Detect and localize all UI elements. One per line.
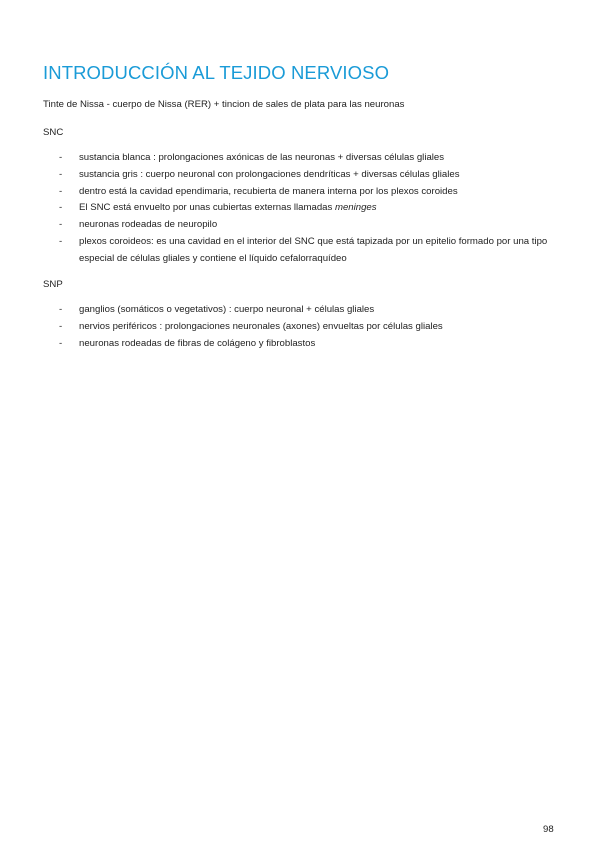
list-item-text: El SNC está envuelto por unas cubiertas externas llamadas [79,202,335,214]
bullet-dash: - [59,152,63,163]
bullet-dash: - [59,337,63,349]
list-item-text: plexos coroideos: es una cavidad en el interior del SNC que está tapizada por un epitelio formado por una tipo especial de células gliales y contiene el líquido cefalorraquídeo [79,235,548,264]
bullet-dash: - [59,219,63,231]
list-item [59,167,559,184]
list-item-text: ganglios (somáticos o vegetativos) : cuerpo neuronal + células gliales [79,304,375,315]
list-item [59,200,559,217]
snc-list [59,150,559,268]
list-item [59,217,559,234]
snp-heading: SNP [43,279,63,290]
page-title: INTRODUCCIÓN AL TEJIDO NERVIOSO [43,62,390,83]
list-item-text: neuronas rodeadas de neuropilo [79,219,218,231]
bullet-dash: - [59,235,63,247]
bullet-dash: - [59,202,63,214]
list-item [59,234,559,268]
snp-list [59,302,559,352]
list-item [59,336,559,353]
list-item [59,184,559,201]
list-item-emphasis: meninges [334,202,377,214]
list-item-text: nervios periféricos : prolongaciones neuronales (axones) envueltas por células gliales [79,320,443,332]
list-item-text: dentro está la cavidad ependimaria, recubierta de manera interna por los plexos coroides [79,185,458,197]
bullet-dash: - [59,185,63,197]
list-item-text: sustancia gris : cuerpo neuronal con prolongaciones dendríticas + diversas células gliales [79,168,460,180]
snc-heading: SNC [43,127,64,138]
bullet-dash: - [59,304,63,315]
bullet-dash: - [59,168,63,180]
intro-paragraph: Tinte de Nissa - cuerpo de Nissa (RER) + tincion de sales de plata para las neuronas [43,99,405,110]
list-item-text: neuronas rodeadas de fibras de colágeno y fibroblastos [79,337,316,349]
list-item [59,319,559,336]
bullet-dash: - [59,320,63,332]
page-number: 98 [543,824,554,835]
list-item-text: sustancia blanca : prolongaciones axónicas de las neuronas + diversas células gliales [79,152,445,163]
list-item [59,150,559,167]
list-item [59,302,559,319]
